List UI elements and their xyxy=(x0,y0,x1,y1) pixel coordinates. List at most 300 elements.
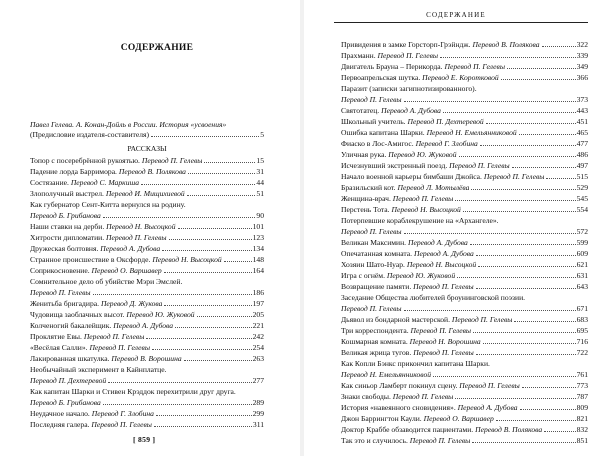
toc-entry-page: 197 xyxy=(252,299,264,308)
toc-entry-row xyxy=(341,116,588,127)
toc-entry-row xyxy=(341,391,588,402)
toc-entry-text xyxy=(341,413,494,424)
toc-entry-row xyxy=(341,149,588,160)
toc-entry-title: Хозяин Шато-Нуар. xyxy=(341,260,407,269)
toc-entry-title: Женщина-врач. xyxy=(341,194,393,203)
toc-entry-title: Необычайный эксперимент в Кайнплатце. xyxy=(30,365,167,374)
toc-entry-translator: Перевод Г. Злобина xyxy=(91,409,154,418)
toc-entry-title: Сомнительное дело об убийстве Мэри Эмслей. xyxy=(30,277,183,286)
toc-entry-title: Потерпевшие кораблекрушение на «Архангеле». xyxy=(341,216,499,225)
toc-entry-title: Начало военной карьеры бимбаши Джойса. xyxy=(341,172,484,181)
toc-entry-title: Великан Максимин. xyxy=(341,238,408,247)
toc-entry-text xyxy=(30,243,160,254)
toc-entry-page: 123 xyxy=(252,233,264,242)
toc-entry-title: Как Копли Бэнкс прикончил капитана Шарки. xyxy=(341,359,490,368)
toc-entry-translator: Перевод Г. Злобина xyxy=(415,139,478,148)
toc-entry xyxy=(341,193,588,204)
leader-dots xyxy=(103,217,256,218)
toc-entry-text xyxy=(341,149,457,160)
toc-entry-text xyxy=(30,188,185,199)
toc-entry-title: Состязание. xyxy=(30,178,71,187)
leader-dots xyxy=(224,261,252,262)
toc-entry-title: Топор с посеребрённой рукоятью. xyxy=(30,156,142,165)
toc-entry-title: Перстень Тота. xyxy=(341,205,392,214)
leader-dots xyxy=(472,442,575,443)
toc-entry-row xyxy=(30,254,264,265)
right-page xyxy=(304,0,608,456)
leader-dots xyxy=(455,200,575,201)
toc-entry-translator: Перевод Н. Емельянниковой xyxy=(341,370,432,379)
toc-entry-row xyxy=(341,413,588,424)
toc-entry-translator: Перевод О. Варшавер xyxy=(423,414,494,423)
toc-entry-text xyxy=(30,221,176,232)
intro-entry-line: Павел Гелева. А. Конан-Дойль в России. История «усвоения» xyxy=(30,120,227,129)
toc-entry-page: 722 xyxy=(576,348,588,357)
leader-dots xyxy=(512,167,576,168)
leader-dots xyxy=(154,426,252,427)
toc-entry xyxy=(30,309,264,320)
toc-entry-title: Странное происшествие в Оксфорде. xyxy=(30,255,153,264)
toc-entry-text xyxy=(341,116,484,127)
running-header: СОДЕРЖАНИЕ xyxy=(426,11,486,19)
leader-dots xyxy=(496,420,576,421)
toc-entry xyxy=(30,386,264,408)
toc-entry-text xyxy=(30,177,139,188)
leader-dots xyxy=(455,398,575,399)
toc-entry-row xyxy=(341,204,588,215)
intro-entry-subtitle: (Предисловие издателя-составителя) xyxy=(30,130,150,139)
toc-entry-row xyxy=(341,248,588,259)
toc-entry xyxy=(30,188,264,199)
toc-entry-title: Заседание Общества любителей броунинговской поэзии. xyxy=(341,293,526,302)
toc-entry-row xyxy=(341,347,588,358)
toc-entry-translator: Перевод П. Дехтеревой xyxy=(30,376,107,385)
toc-entry-text xyxy=(341,402,518,413)
toc-entry xyxy=(341,248,588,259)
toc-entry-title: Возвращение памяти. xyxy=(341,282,414,291)
toc-entry-row xyxy=(30,287,264,298)
toc-entry-translator: Перевод Л. Мотылёва xyxy=(397,183,470,192)
toc-entry-text xyxy=(341,380,520,391)
toc-entry xyxy=(30,298,264,309)
leader-dots xyxy=(404,233,576,234)
toc-entry-page: 366 xyxy=(576,73,588,82)
toc-entry-translator: Перевод П. Гелевы xyxy=(483,172,545,181)
toc-entry-text xyxy=(341,204,461,215)
toc-entry-page: 787 xyxy=(576,392,588,401)
toc-entry-translator: Перевод О. Варшавер xyxy=(91,266,162,275)
toc-entry-page: 443 xyxy=(576,106,588,115)
toc-entry-translator: Перевод А. Дубова xyxy=(413,249,474,258)
toc-entry-row xyxy=(341,270,588,281)
leader-dots xyxy=(93,294,252,295)
toc-entry-title: Чудовища заоблачных высот. xyxy=(30,310,127,319)
toc-entry-text xyxy=(30,331,144,342)
toc-entry-text xyxy=(30,353,182,364)
toc-entry-text xyxy=(30,298,162,309)
toc-entry xyxy=(341,259,588,270)
toc-entry-title: Первоапрельская шутка. xyxy=(341,73,423,82)
toc-entry xyxy=(30,353,264,364)
toc-entry xyxy=(341,237,588,248)
right-toc-list xyxy=(341,39,588,446)
toc-entry-text xyxy=(341,39,540,50)
toc-entry-page: 716 xyxy=(576,337,588,346)
toc-entry-row xyxy=(30,265,264,276)
toc-entry-text xyxy=(341,105,441,116)
toc-entry-translator: Перевод С. Маркиша xyxy=(70,178,140,187)
toc-entry-title: Соприкосновение. xyxy=(30,266,92,275)
toc-entry-translator: Перевод П. Гелевы xyxy=(392,392,454,401)
leader-dots xyxy=(440,57,576,58)
toc-entry-page: 809 xyxy=(576,403,588,412)
toc-entry-page: 773 xyxy=(576,381,588,390)
toc-entry xyxy=(341,182,588,193)
left-page xyxy=(0,0,300,456)
toc-entry-row xyxy=(30,298,264,309)
toc-entry xyxy=(30,419,264,430)
toc-entry-translator: Перевод П. Гелевы xyxy=(106,233,167,242)
toc-entry-translator: Перевод А. Дубова xyxy=(100,244,161,253)
toc-entry-title: Падение лорда Барримора. xyxy=(30,167,119,176)
leader-dots xyxy=(470,244,576,245)
leader-dots xyxy=(156,415,252,416)
leader-dots xyxy=(546,178,575,179)
toc-entry-text xyxy=(30,408,154,419)
leader-dots xyxy=(457,277,575,278)
toc-entry-text xyxy=(30,166,186,177)
toc-entry xyxy=(30,342,264,353)
toc-entry-row xyxy=(30,397,264,408)
toc-entry-translator: Перевод П. Гелевы xyxy=(444,62,505,71)
toc-entry-page: 221 xyxy=(252,321,264,330)
toc-entry-row xyxy=(341,402,588,413)
toc-entry-title: Проклятие Евы. xyxy=(30,332,84,341)
toc-entry-title: Злополучный выстрел. xyxy=(30,189,106,198)
toc-entry-translator: Перевод П. Гелевы xyxy=(413,348,474,357)
leader-dots xyxy=(501,79,576,80)
toc-entry-row xyxy=(341,424,588,435)
leader-dots xyxy=(476,354,576,355)
toc-entry-row xyxy=(341,325,588,336)
toc-entry-text xyxy=(30,232,167,243)
toc-entry xyxy=(341,380,588,391)
toc-entry xyxy=(341,435,588,446)
toc-entry-translator: Перевод Б. Грибанова xyxy=(30,211,101,220)
toc-entry-title: Как губернатор Сент-Китта вернулся на родину. xyxy=(30,200,186,209)
toc-entry-page: 242 xyxy=(252,332,264,341)
toc-entry-title: Исчезнувший экстренный поезд. xyxy=(341,161,450,170)
leader-dots xyxy=(146,338,251,339)
toc-entry-page: 322 xyxy=(576,40,588,49)
toc-entry-title: Дьявол из бондарной мастерской. xyxy=(341,315,452,324)
leader-dots xyxy=(188,173,255,174)
toc-entry-page: 683 xyxy=(576,315,588,324)
toc-entry-translator: Перевод Н. Высоцкой xyxy=(391,205,461,214)
toc-entry-row xyxy=(30,166,264,177)
toc-entry-row xyxy=(30,408,264,419)
toc-entry-text xyxy=(341,424,542,435)
toc-entry-row xyxy=(341,226,588,237)
toc-entry-row xyxy=(341,171,588,182)
toc-entry xyxy=(341,424,588,435)
leader-dots xyxy=(103,404,252,405)
toc-entry-text xyxy=(30,155,202,166)
toc-entry-text xyxy=(341,347,474,358)
toc-entry-text xyxy=(30,309,195,320)
toc-entry xyxy=(341,138,588,149)
toc-entry-text xyxy=(341,50,438,61)
leader-dots xyxy=(443,112,576,113)
intro-entry xyxy=(30,120,264,140)
toc-entry-title: Прахманн. xyxy=(341,51,378,60)
toc-entry-title: Святотатец. xyxy=(341,106,382,115)
toc-entry-row xyxy=(30,309,264,320)
toc-entry-page: 671 xyxy=(576,304,588,313)
toc-entry xyxy=(341,325,588,336)
toc-entry-translator: Перевод В. Полякова xyxy=(475,425,543,434)
toc-entry-title: Двигатель Брауна – Перикорда. xyxy=(341,62,445,71)
leader-dots xyxy=(404,310,576,311)
toc-entry-title: Колченогий бакалейщик. xyxy=(30,321,114,330)
toc-entry-translator: Перевод Ю. Жуковой xyxy=(386,271,456,280)
toc-entry xyxy=(341,127,588,138)
toc-entry-page: 486 xyxy=(576,150,588,159)
toc-entry-translator: Перевод П. Гелевы xyxy=(30,288,91,297)
toc-entry-text xyxy=(30,419,152,430)
toc-entry-row xyxy=(30,221,264,232)
toc-entry-title: Женитьба бригадира. xyxy=(30,299,101,308)
toc-entry-page: 497 xyxy=(576,161,588,170)
toc-entry xyxy=(341,270,588,281)
toc-entry-row xyxy=(341,237,588,248)
toc-entry-page: 277 xyxy=(252,376,264,385)
toc-entry-page: 254 xyxy=(252,343,264,352)
toc-entry-row xyxy=(341,39,588,50)
toc-entry-text xyxy=(341,391,453,402)
toc-entry-translator: Перевод Д. Жукова xyxy=(100,299,163,308)
leader-dots xyxy=(542,46,576,47)
toc-entry-row xyxy=(30,210,264,221)
toc-entry-translator: Перевод П. Гелевы xyxy=(141,156,203,165)
toc-entry-text xyxy=(341,237,468,248)
toc-entry-row xyxy=(341,72,588,83)
toc-entry-row xyxy=(341,380,588,391)
toc-entry-page: 205 xyxy=(252,310,264,319)
toc-entry-row xyxy=(341,127,588,138)
toc-entry-title: Фиаско в Лос-Амигос. xyxy=(341,139,416,148)
toc-entry xyxy=(341,160,588,171)
toc-entry-translator: Перевод В. Ворошина xyxy=(111,354,182,363)
toc-entry xyxy=(341,83,588,105)
toc-entry-translator: Перевод П. Гелевы xyxy=(392,194,454,203)
leader-dots xyxy=(519,134,576,135)
toc-entry xyxy=(30,320,264,331)
toc-entry-text xyxy=(341,171,544,182)
toc-entry xyxy=(341,215,588,237)
toc-entry-page: 545 xyxy=(576,194,588,203)
toc-entry-translator: Перевод П. Гелевы xyxy=(413,282,474,291)
toc-entry-page: 609 xyxy=(576,249,588,258)
toc-entry-row xyxy=(341,182,588,193)
toc-entry xyxy=(30,276,264,298)
toc-entry-page: 148 xyxy=(252,255,264,264)
toc-entry xyxy=(30,199,264,221)
toc-entry-translator: Перевод П. Дехтеревой xyxy=(407,117,484,126)
toc-entry-page: 51 xyxy=(256,189,264,198)
leader-dots xyxy=(522,387,576,388)
toc-entry-page: 134 xyxy=(252,244,264,253)
toc-entry-title: Последняя галера. xyxy=(30,420,92,429)
toc-entry-page: 621 xyxy=(576,260,588,269)
toc-entry-row xyxy=(341,281,588,292)
toc-entry-title: Уличная рука. xyxy=(341,150,389,159)
toc-entry-translator: Перевод А. Дубова xyxy=(457,403,518,412)
toc-entry-page: 15 xyxy=(256,156,264,165)
toc-entry-text xyxy=(341,138,478,149)
toc-entry xyxy=(30,408,264,419)
toc-entry-text xyxy=(341,193,453,204)
toc-entry-title: Великая жрица тугов. xyxy=(341,348,414,357)
intro-entry-row xyxy=(30,130,264,140)
toc-entry-translator: Перевод П. Гелевы xyxy=(341,95,402,104)
toc-entry-title: Кошмарная комната. xyxy=(341,337,410,346)
toc-entry-page: 643 xyxy=(576,282,588,291)
toc-entry-row xyxy=(341,435,588,446)
toc-entry-translator: Перевод Ю. Жуковой xyxy=(388,150,457,159)
toc-entry-row xyxy=(30,320,264,331)
toc-entry-title: Три корреспондента. xyxy=(341,326,411,335)
toc-entry-row xyxy=(30,419,264,430)
toc-entry-row xyxy=(341,193,588,204)
leader-dots xyxy=(108,382,251,383)
toc-entry-page: 44 xyxy=(256,178,264,187)
left-toc-list xyxy=(30,155,264,430)
toc-entry xyxy=(30,221,264,232)
toc-entry-translator: Перевод Н. Высоцкой xyxy=(406,260,477,269)
toc-entry-title: Привидения в замке Горсторп-Грэйндж. xyxy=(341,40,473,49)
toc-entry-title: Неудачное начало. xyxy=(30,409,92,418)
toc-entry-row xyxy=(341,50,588,61)
toc-entry-page: 299 xyxy=(252,409,264,418)
toc-entry-row xyxy=(341,336,588,347)
toc-entry-page: 263 xyxy=(252,354,264,363)
page-number: [ 859 ] xyxy=(133,435,156,444)
leader-dots xyxy=(471,189,575,190)
toc-entry-page: 631 xyxy=(576,271,588,280)
toc-entry-translator: Перевод П. Гелевы xyxy=(410,326,472,335)
toc-entry xyxy=(341,39,588,50)
toc-entry-translator: Перевод И. Мищихиевой xyxy=(105,189,185,198)
toc-entry-translator: Перевод П. Гелевы xyxy=(91,420,152,429)
toc-entry-text xyxy=(30,254,222,265)
toc-entry-row xyxy=(30,342,264,353)
toc-entry xyxy=(341,347,588,358)
toc-entry-translator: Перевод Е. Коротковой xyxy=(422,73,499,82)
toc-entry xyxy=(341,171,588,182)
toc-entry-row xyxy=(341,303,588,314)
toc-entry-translator: Перевод П. Гелевы xyxy=(377,51,439,60)
leader-dots xyxy=(178,228,252,229)
toc-entry-text xyxy=(341,160,510,171)
toc-entry-row xyxy=(30,232,264,243)
toc-entry-title: Опечатанная комната. xyxy=(341,249,414,258)
toc-entry-row xyxy=(30,188,264,199)
toc-entry-page: 186 xyxy=(252,288,264,297)
leader-dots xyxy=(184,360,252,361)
toc-entry-page: 851 xyxy=(576,436,588,445)
toc-entry-page: 832 xyxy=(576,425,588,434)
toc-entry-title: Как синьор Ламберт покинул сцену. xyxy=(341,381,460,390)
toc-entry-page: 451 xyxy=(576,117,588,126)
leader-dots xyxy=(544,431,575,432)
toc-entry-translator: Перевод П. Гелевы xyxy=(451,315,513,324)
toc-entry xyxy=(341,105,588,116)
toc-entry xyxy=(30,254,264,265)
toc-entry xyxy=(341,116,588,127)
toc-entry-text xyxy=(30,342,150,353)
intro-entry-page: 5 xyxy=(260,130,264,139)
toc-entry-translator: Перевод Б. Грибанова xyxy=(30,398,101,407)
toc-entry-page: 90 xyxy=(256,211,264,220)
leader-dots xyxy=(164,305,251,306)
toc-entry-row xyxy=(341,138,588,149)
toc-entry-translator: Перевод Н. Емельянниковой xyxy=(426,128,517,137)
leader-dots xyxy=(187,195,256,196)
toc-entry xyxy=(341,413,588,424)
toc-entry-translator: Перевод П. Гелевы xyxy=(449,161,510,170)
toc-entry-row xyxy=(341,314,588,325)
toc-entry-page: 373 xyxy=(576,95,588,104)
toc-entry-translator: Перевод П. Гелевы xyxy=(83,332,145,341)
toc-entry-title: Лакированная шкатулка. xyxy=(30,354,112,363)
toc-entry-title: Бразильский кот. xyxy=(341,183,398,192)
toc-entry xyxy=(30,243,264,254)
toc-entry-translator: Перевод П. Гелевы xyxy=(341,227,402,236)
toc-entry-row xyxy=(341,94,588,105)
toc-entry-translator: Перевод А. Дубова xyxy=(407,238,468,247)
toc-entry-text xyxy=(341,435,470,446)
leader-dots xyxy=(204,162,255,163)
toc-entry-page: 529 xyxy=(576,183,588,192)
toc-entry-title: Хитрости дипломатии. xyxy=(30,233,106,242)
toc-entry-page: 164 xyxy=(252,266,264,275)
toc-entry-text xyxy=(341,336,481,347)
toc-entry-page: 761 xyxy=(576,370,588,379)
toc-entry-translator: Перевод В. Полякова xyxy=(472,40,540,49)
toc-entry-title: Доктор Краббе обзаводится пациентами. xyxy=(341,425,476,434)
toc-entry-translator: Перевод П. Гелевы xyxy=(409,436,471,445)
toc-entry-title: Паразит (записки загипнотизированного). xyxy=(341,84,477,93)
leader-dots xyxy=(197,316,252,317)
toc-entry-row xyxy=(30,177,264,188)
toc-entry-translator: Перевод В. Полякова xyxy=(118,167,186,176)
toc-entry-title: Наши ставки на дерби. xyxy=(30,222,107,231)
toc-entry-title: «Весёлая Салли». xyxy=(30,343,90,352)
leader-dots xyxy=(520,409,576,410)
toc-entry-page: 695 xyxy=(576,326,588,335)
toc-entry-translator: Перевод П. Гелевы xyxy=(89,343,150,352)
leader-dots xyxy=(483,343,576,344)
toc-entry-row xyxy=(341,61,588,72)
leader-dots xyxy=(478,266,575,267)
leader-dots xyxy=(463,211,576,212)
leader-dots xyxy=(459,156,576,157)
toc-entry-text xyxy=(341,127,517,138)
toc-entry-title: Школьный учитель. xyxy=(341,117,408,126)
toc-entry-title: Ошибка капитана Шарки. xyxy=(341,128,427,137)
toc-entry-text xyxy=(341,314,512,325)
